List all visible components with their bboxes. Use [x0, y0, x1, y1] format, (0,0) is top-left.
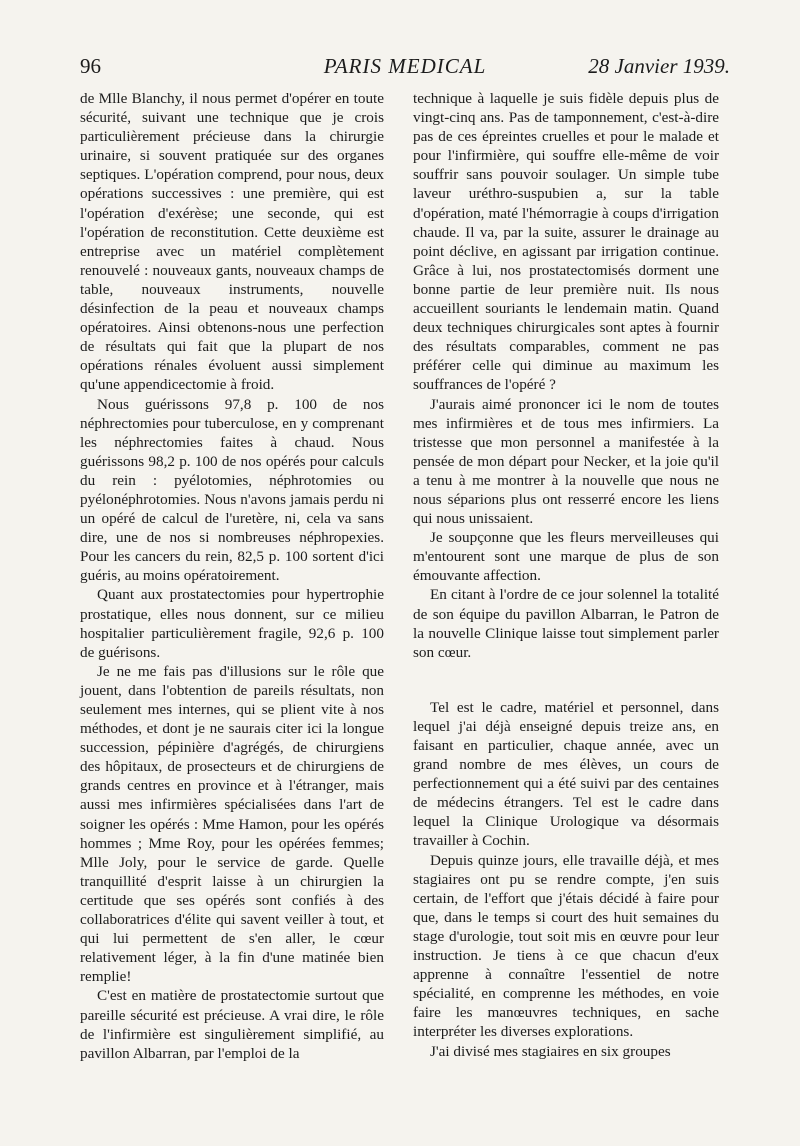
page-number: 96: [80, 54, 101, 78]
paragraph: Je soupçonne que les fleurs merveilleuses qui m'entourent sont une marque de plus de son émouvante affection.: [413, 529, 719, 585]
paragraph: J'ai divisé mes stagiaires en six groupes: [430, 1042, 671, 1060]
paragraph: En citant à l'ordre de ce jour solennel la totalité de son équipe du pavillon Albarran, le Patron de la nouvelle Clinique laisse tout simplement parler son cœur.: [413, 586, 719, 661]
paragraph: Quant aux prostatectomies pour hypertrophie prostatique, elles nous donnent, sur ce milieu hospitalier particulièrement fragile, 92,6 p. 100 de guérisons.: [80, 586, 384, 661]
issue-date: 28 Janvier 1939.: [588, 54, 730, 78]
paragraph: J'aurais aimé prononcer ici le nom de toutes mes infirmières et de tous mes infirmiers. La tristesse que mon personnel a manifestée à la pensée de mon départ pour Necker, et la joie qu'il a tenu à me montrer à la nouvelle que nous ne nous séparions plus ont resserré encore les liens qui nous unissaient.: [413, 395, 719, 528]
paragraph: Tel est le cadre, matériel et personnel, dans lequel j'ai déjà enseigné depuis treize ans, en faisant en particulier, chaque année, avec un grand nombre de mes élèves, un cours de perfectionnement qui a été suivi par des centaines de médecins étrangers. Tel est le cadre dans lequel la Clinique Urologique va désormais travailler à Cochin.: [413, 698, 719, 850]
paragraph: de Mlle Blanchy, il nous permet d'opérer en toute sécurité, suivant une technique que je crois particulièrement précieuse dans la chirurgie urinaire, si souvent pratiquée sur des organes septiques. L'opération comprend, pour nous, deux opérations successives : une première, qui est l'opération d'exérèse; une seconde, qui est l'opération de reconstitution. Cette deuxième est entreprise avec un matériel complètement renouvelé : nouveaux gants, nouveaux champs de table, nouveaux instruments, nouvelle désinfection de la peau et nouveaux champs opératoires. Ainsi obtenons-nous une perfection de résultats qui fait que la plupart de nos opérations rénales évoluent aussi simplement qu'une appendicectomie à froid.: [80, 90, 384, 394]
paragraph: Depuis quinze jours, elle travaille déjà, et mes stagiaires ont pu se rendre compte, j'en suis certain, de l'effort que j'étais décidé à faire pour que, dans le temps si court des huit semaines du stage d'urologie, tout soit mis en œuvre pour leur instruction. Je tiens à ce que chacun d'eux apprenne à connaître l'essentiel de notre spécialité, en comprenne les méthodes, en voie faire les manœuvres techniques, en sache interpréter les diverses explorations.: [413, 851, 719, 1041]
paragraph: C'est en matière de prostatectomie surtout que pareille sécurité est précieuse. A vrai dire, le rôle de l'infirmière est singulièrement simplifié, au pavillon Albarran, par l'emploi de la: [80, 987, 384, 1062]
paragraph: Je ne me fais pas d'illusions sur le rôle que jouent, dans l'obtention de pareils résultats, non seulement mes internes, qui se plient vite à nos méthodes, et dont je ne saurais citer ici la longue succession, pépinière d'agrégés, de chirurgiens des hôpitaux, de prosecteurs et de chirurgiens de grands centres en province et à l'étranger, mais aussi mes infirmières spécialisées dans l'art de soigner les opérés : Mme Hamon, pour les opérés hommes ; Mme Roy, pour les opérées femmes; Mlle Joly, pour le service de garde. Quelle tranquillité d'esprit laisse à un chirurgien la certitude que ses opérés sont confiés à des collaboratrices d'élite qui savent veiller à tout, et qui lui permettent de s'en aller, le cœur relativement léger, à la fin d'une matinée bien remplie!: [80, 662, 384, 986]
left-column: [80, 89, 384, 1063]
paragraph: Nous guérissons 97,8 p. 100 de nos néphrectomies pour tuberculose, en y comprenant les néphrectomies faites à chaud. Nous guérissons 98,2 p. 100 de nos opérés pour calculs du rein : pyélotomies, néphrotomies ou pyélonéphrotomies. Nous n'avons jamais perdu ni un opéré de calcul de l'uretère, ni, cela va sans dire, une de nos si nombreuses néphropexies. Pour les cancers du rein, 82,5 p. 100 sortent d'ici guéris, au moins opératoirement.: [80, 395, 384, 585]
journal-title: PARIS MEDICAL: [323, 54, 487, 78]
right-column: [413, 89, 719, 1061]
paragraph: technique à laquelle je suis fidèle depuis plus de vingt-cinq ans. Pas de tamponnement, c'est-à-dire pas de ces épreintes cruelles et pour le malade et pour l'infirmière, qui souffre elle-même de voir souffrir sans pouvoir soulager. Un simple tube laveur uréthro-suspubien a, sur la table d'opération, maté l'hémorragie à coups d'irrigation chaude. Il va, par la suite, assurer le drainage au point déclive, en agissant par irrigation continue. Grâce à lui, nos prostatectomisés dorment une bonne partie de leur première nuit. Ils nous accueillent souriants le lendemain matin. Quand deux techniques chirurgicales sont aptes à fournir des résultats comparables, comment ne pas préférer celle qui diminue au maximum les souffrances de l'opéré ?: [413, 90, 719, 394]
running-header: [80, 54, 730, 80]
